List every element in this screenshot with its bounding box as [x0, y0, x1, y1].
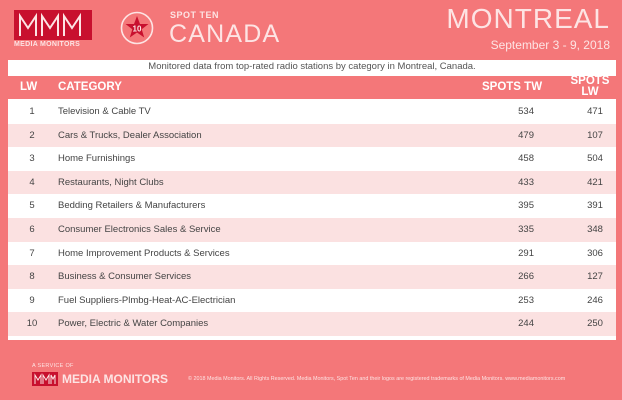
- cell-category: Fuel Suppliers-Plmbg-Heat-AC-Electrician: [58, 294, 236, 306]
- table-row: [8, 124, 616, 148]
- cell-spots-tw: 253: [518, 294, 534, 306]
- cell-spots-lw: 348: [587, 224, 603, 235]
- cell-category: Home Furnishings: [58, 153, 136, 165]
- cell-spots-tw: 291: [518, 247, 534, 259]
- table-row: [8, 147, 616, 171]
- spot-ten-label: SPOT TEN: [170, 10, 220, 20]
- cell-category: Bedding Retailers & Manufacturers: [58, 200, 206, 212]
- cell-category: Restaurants, Night Clubs: [58, 176, 164, 188]
- table-row: [8, 242, 616, 266]
- cell-category: Cars & Trucks, Dealer Association: [58, 129, 202, 141]
- cell-lw: 9: [29, 294, 35, 306]
- cell-lw: 8: [29, 271, 35, 283]
- table-subtitle: Monitored data from top-rated radio stations by category in Montreal, Canada.: [148, 61, 476, 72]
- cell-spots-tw: 266: [518, 271, 534, 283]
- table-header: [8, 76, 616, 99]
- table-row: [8, 312, 616, 336]
- cell-spots-tw: 433: [518, 176, 534, 188]
- table-row: [8, 289, 616, 313]
- cell-spots-lw: 107: [587, 129, 603, 141]
- cell-lw: 2: [29, 129, 35, 141]
- media-monitors-logo-icon: [14, 10, 92, 40]
- column-header-spots-tw: SPOTS TW: [482, 81, 543, 93]
- column-header-spots-lw: SPOTS LW: [570, 75, 610, 98]
- table-row: [8, 265, 616, 289]
- rankings-table: [8, 60, 616, 340]
- cell-lw: 10: [26, 318, 38, 330]
- cell-lw: 3: [29, 153, 35, 165]
- cell-spots-lw: 391: [587, 200, 603, 212]
- table-row: [8, 194, 616, 218]
- footer: [0, 340, 622, 400]
- table-row: [8, 171, 616, 195]
- table-row: [8, 218, 616, 242]
- cell-spots-tw: 479: [518, 129, 534, 141]
- cell-lw: 1: [29, 106, 35, 117]
- cell-spots-tw: 335: [518, 224, 534, 235]
- cell-spots-lw: 471: [587, 106, 603, 117]
- column-header-lw: LW: [20, 81, 38, 93]
- cell-spots-lw: 421: [587, 176, 603, 188]
- cell-category: Home Improvement Products & Services: [58, 247, 230, 259]
- cell-lw: 6: [29, 224, 35, 235]
- cell-lw: 5: [29, 200, 35, 212]
- star-badge-icon: [120, 11, 154, 45]
- media-monitors-logo-icon: [32, 372, 58, 386]
- cell-category: Television & Cable TV: [58, 106, 151, 117]
- cell-spots-tw: 534: [518, 106, 534, 117]
- footer-logo: [32, 371, 172, 387]
- header: [0, 0, 622, 60]
- cell-category: Business & Consumer Services: [58, 271, 192, 283]
- cell-spots-lw: 504: [587, 153, 603, 165]
- cell-spots-lw: 250: [587, 318, 603, 330]
- city-title: MONTREAL: [446, 3, 610, 34]
- country-title: CANADA: [169, 20, 281, 48]
- cell-spots-lw: 246: [587, 294, 603, 306]
- cell-spots-tw: 395: [518, 200, 534, 212]
- column-header-category: CATEGORY: [58, 81, 122, 93]
- date-range: September 3 - 9, 2018: [490, 38, 610, 52]
- footer-logo-text: MEDIA MONITORS: [62, 372, 169, 386]
- badge-number: 10: [132, 24, 142, 34]
- logo-text: MEDIA MONITORS: [14, 41, 81, 48]
- cell-spots-tw: 458: [518, 153, 534, 165]
- cell-spots-lw: 127: [587, 271, 603, 283]
- cell-spots-lw: 306: [587, 247, 603, 259]
- service-label: A SERVICE OF: [32, 363, 74, 369]
- cell-spots-tw: 244: [518, 318, 534, 330]
- copyright-text: © 2018 Media Monitors. All Rights Reserved. Media Monitors, Spot Ten and their logos are registered trademarks of Media Monitors. www.mediamonitors.com: [188, 376, 566, 382]
- cell-lw: 4: [29, 176, 35, 188]
- cell-lw: 7: [29, 247, 35, 259]
- table-row: [8, 100, 616, 124]
- media-monitors-logo: [14, 10, 94, 50]
- cell-category: Power, Electric & Water Companies: [58, 318, 209, 330]
- cell-category: Consumer Electronics Sales & Service: [58, 224, 221, 235]
